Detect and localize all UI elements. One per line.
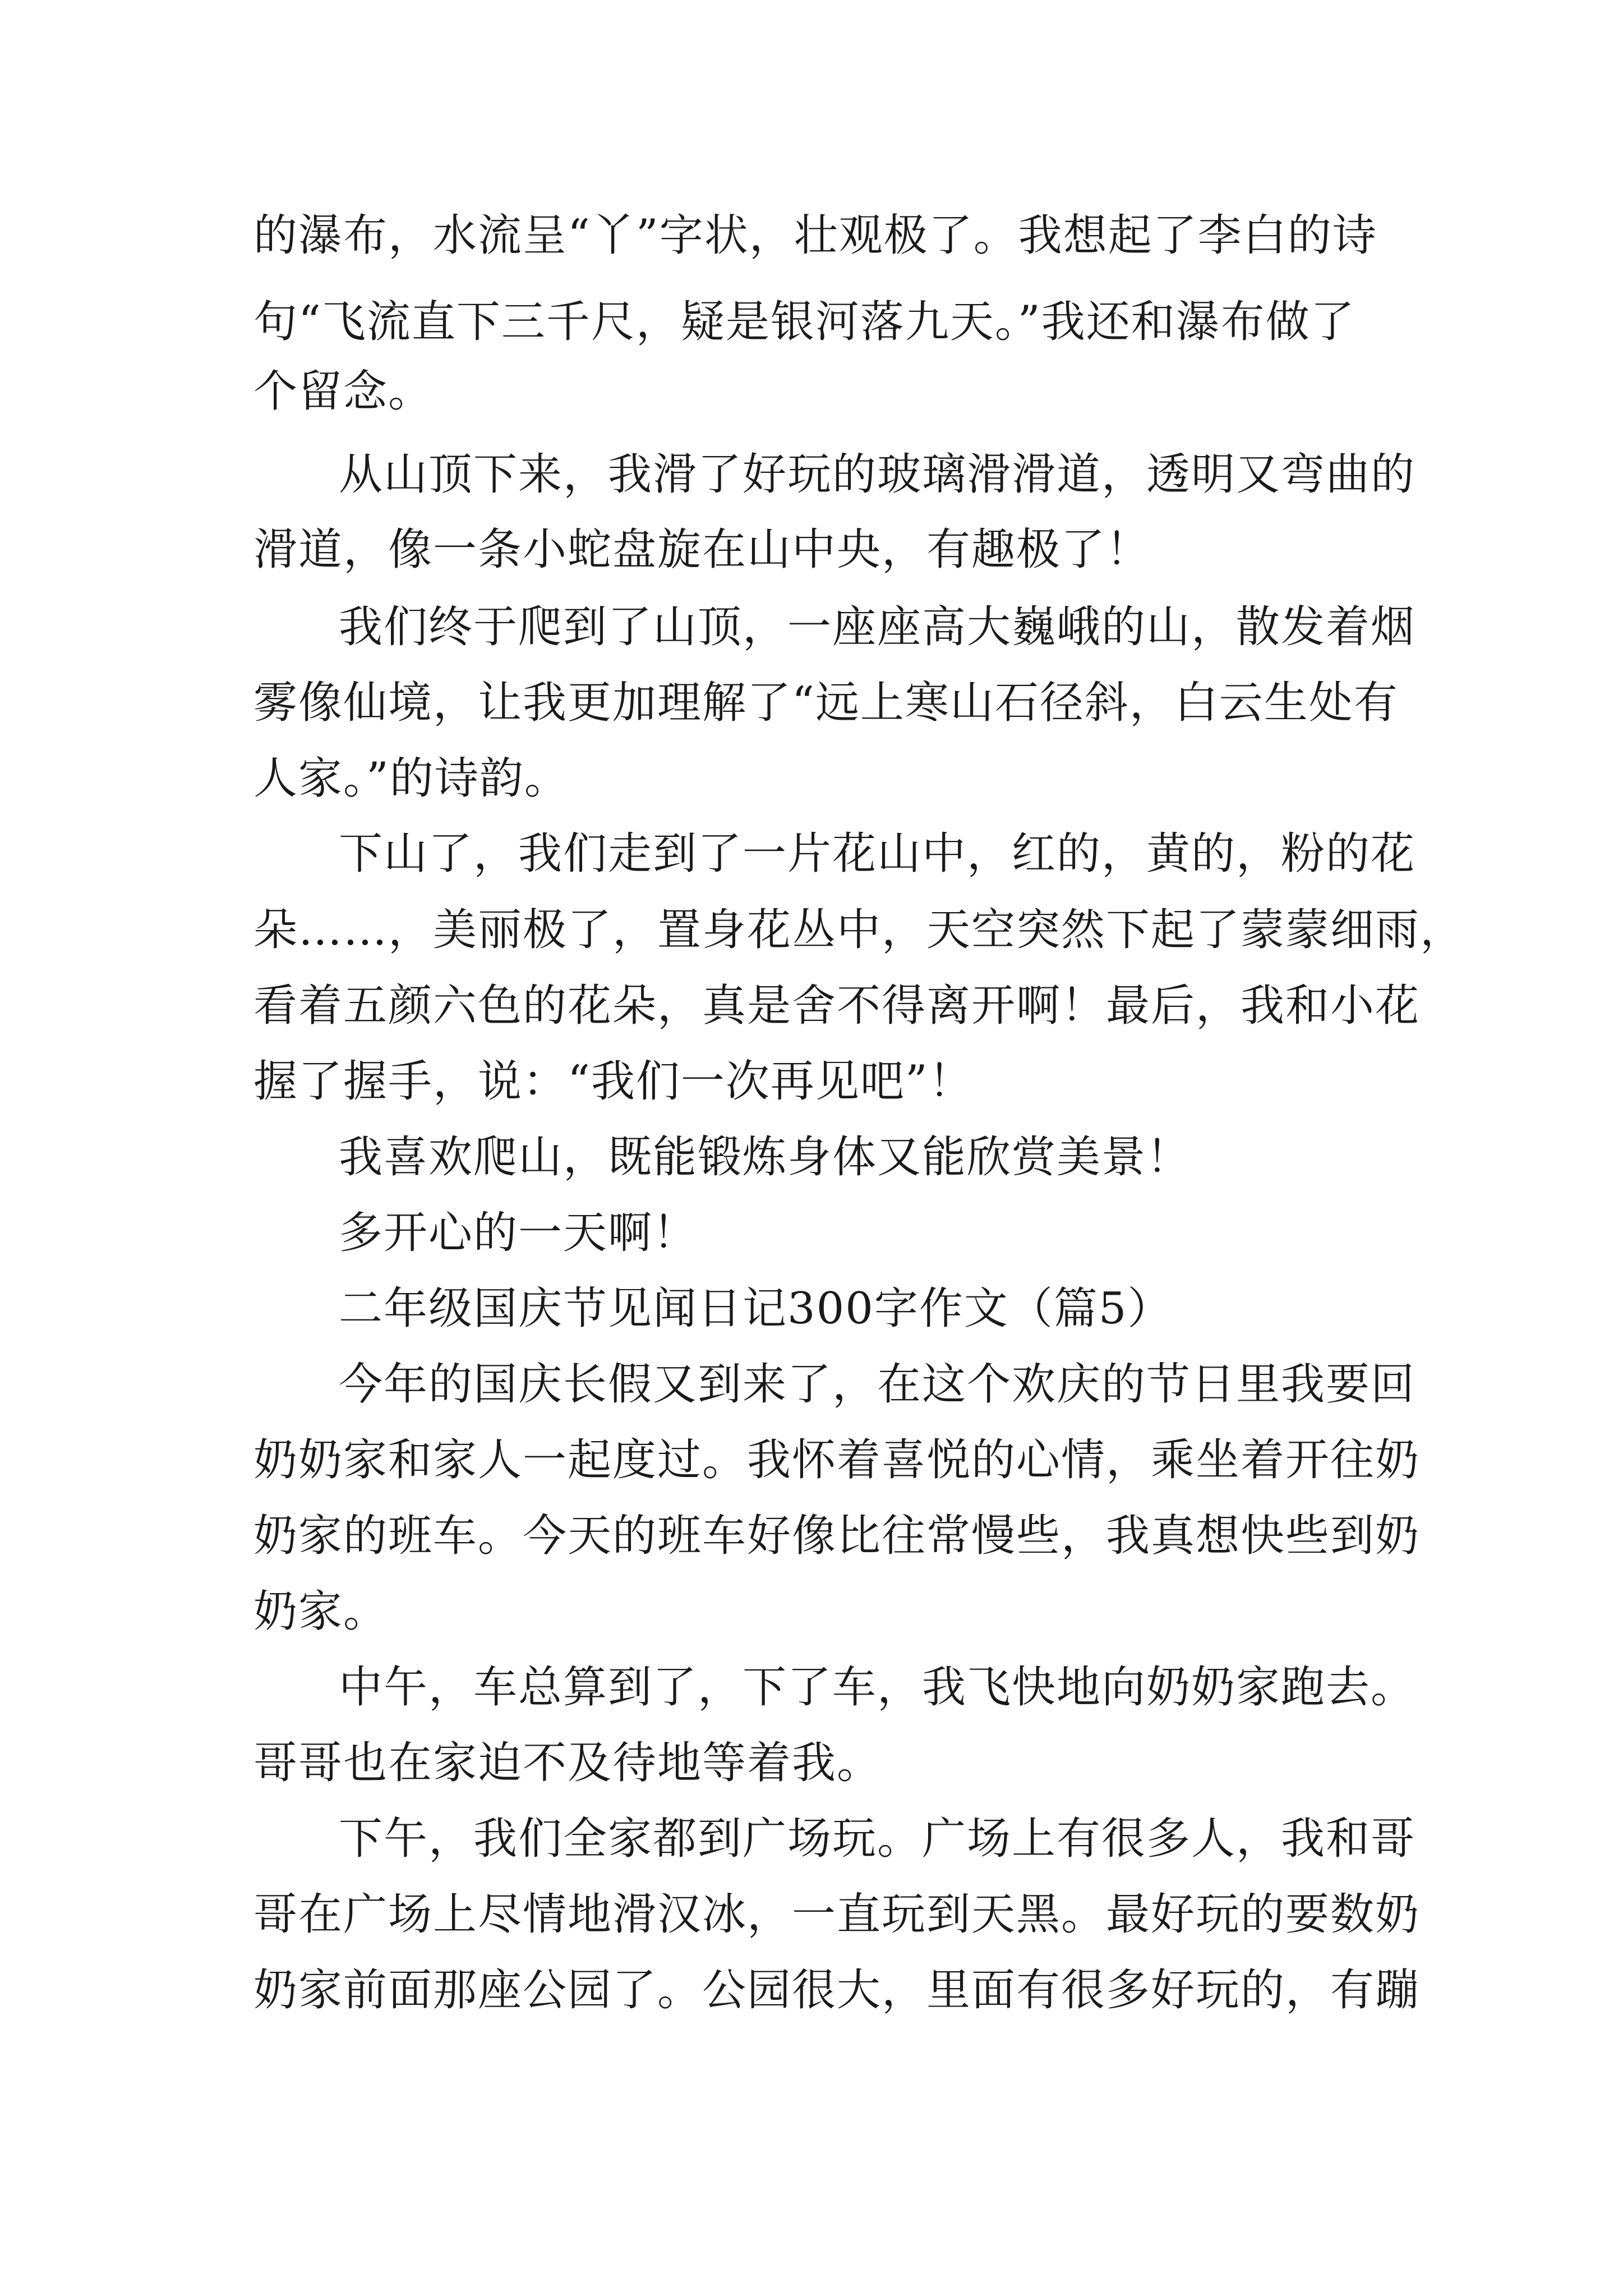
section-heading: 二年级国庆节见闻日记300字作文（篇5）	[339, 1283, 1173, 1334]
text-line: 今年的国庆长假又到来了，在这个欢庆的节日里我要回	[339, 1359, 1416, 1410]
text-line: 个留念。	[253, 366, 434, 417]
text-line: 雾像仙境，让我更加理解了“远上寒山石径斜，白云生处有	[253, 678, 1399, 728]
text-line: 朵……，美丽极了，置身花丛中，天空突然下起了蒙蒙细雨，	[253, 905, 1465, 955]
text-line: 奶家。	[253, 1586, 389, 1637]
text-line: 哥哥也在家迫不及待地等着我。	[253, 1738, 882, 1788]
text-line: 多开心的一天啊！	[339, 1208, 698, 1258]
text-line: 握了握手，说：“我们一次再见吧”！	[253, 1056, 974, 1107]
text-line: 的瀑布，水流呈“丫”字状，壮观极了。我想起了李白的诗	[253, 210, 1377, 261]
text-line: 奶家前面那座公园了。公园很大，里面有很多好玩的，有蹦	[253, 1965, 1421, 2016]
text-line: 下山了，我们走到了一片花山中，红的，黄的，粉的花	[339, 829, 1416, 879]
text-line: 奶奶家和家人一起度过。我怀着喜悦的心情，乘坐着开往奶	[253, 1435, 1421, 1485]
text-line: 人家。”的诗韵。	[253, 753, 569, 804]
text-line: 哥在广场上尽情地滑汉冰，一直玩到天黑。最好玩的要数奶	[253, 1889, 1421, 1940]
text-line: 我喜欢爬山，既能锻炼身体又能欣赏美景！	[339, 1132, 1192, 1182]
text-line: 我们终于爬到了山顶，一座座高大巍峨的山，散发着烟	[339, 602, 1416, 652]
text-line: 奶家的班车。今天的班车好像比往常慢些，我真想快些到奶	[253, 1511, 1421, 1561]
text-line: 看着五颜六色的花朵，真是舍不得离开啊！最后，我和小花	[253, 981, 1421, 1031]
text-line: 滑道，像一条小蛇盘旋在山中央，有趣极了！	[253, 524, 1151, 575]
text-line: 从山顶下来，我滑了好玩的玻璃滑滑道，透明又弯曲的	[339, 449, 1416, 500]
text-line: 下午，我们全家都到广场玩。广场上有很多人，我和哥	[339, 1814, 1416, 1864]
text-line: 中午，车总算到了，下了车，我飞快地向奶奶家跑去。	[339, 1662, 1416, 1713]
text-line: 句“飞流直下三千尺，疑是银河落九天。”我还和瀑布做了	[253, 297, 1355, 347]
